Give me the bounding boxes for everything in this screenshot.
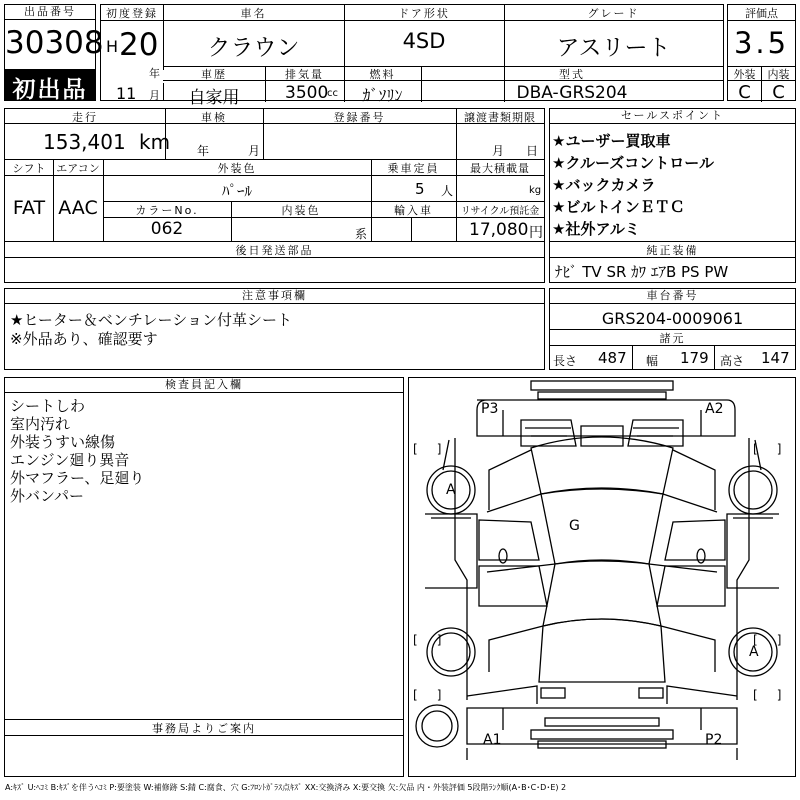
exterior-label: 外装 bbox=[733, 68, 756, 81]
color-no-value: 062 bbox=[150, 219, 184, 239]
inspector-line-3: 外装うすい線傷 bbox=[10, 433, 116, 451]
color-value: ﾊﾟｰﾙ bbox=[221, 182, 252, 200]
notes-box bbox=[4, 288, 545, 370]
transfer-label: 譲渡書類期限 bbox=[464, 111, 536, 124]
interior-color-unit: 系 bbox=[355, 227, 368, 241]
lot-label: 出品番号 bbox=[5, 5, 95, 20]
width-label: 幅 bbox=[646, 354, 659, 368]
inspector-box bbox=[4, 377, 404, 777]
vehicle-diagram bbox=[409, 378, 795, 776]
fuel-label: 燃料 bbox=[369, 68, 396, 81]
sales-point-1: ★ユーザー買取車 bbox=[552, 132, 671, 150]
displacement-unit: cc bbox=[327, 88, 338, 99]
displacement-label: 排気量 bbox=[285, 68, 324, 81]
height-label: 高さ bbox=[720, 354, 745, 368]
displacement-value: 3500 bbox=[285, 83, 329, 103]
inspection-label: 車検 bbox=[201, 111, 227, 124]
length-label: 長さ bbox=[553, 354, 578, 368]
equipment-label: 純正装備 bbox=[646, 244, 699, 257]
first-reg-month: 11 bbox=[116, 84, 137, 103]
later-parts-label: 後日発送部品 bbox=[235, 244, 314, 257]
door-type: 4SD bbox=[402, 29, 446, 53]
interior-grade: C bbox=[772, 82, 785, 103]
lot-box bbox=[4, 4, 104, 103]
import-label: 輸入車 bbox=[394, 204, 433, 217]
height-value: 147 bbox=[761, 349, 790, 367]
inspection-year-unit: 年 bbox=[197, 144, 210, 158]
notes-label: 注意事項欄 bbox=[5, 289, 544, 304]
score-value: 3.5 bbox=[733, 26, 790, 60]
capacity-label: 乗車定員 bbox=[387, 162, 440, 175]
first-reg-year: 20 bbox=[119, 27, 159, 63]
wheel-mark-left: A bbox=[446, 482, 456, 498]
notes-line-1: ★ヒーター＆ベンチレーション付革シート bbox=[10, 311, 292, 329]
first-listing-text: 初出品 bbox=[12, 77, 88, 103]
width-value: 179 bbox=[680, 349, 709, 367]
sales-point-5: ★社外アルミ bbox=[552, 220, 640, 238]
score-label: 評価点 bbox=[745, 7, 778, 20]
panel-a2: A2 bbox=[705, 401, 724, 417]
sales-point-3: ★バックカメラ bbox=[552, 176, 656, 194]
equipment-value: ﾅﾋﾞ TV SR ｶﾜ ｴｱB PS PW bbox=[555, 263, 729, 281]
bracket-mid-right: [ ] bbox=[753, 633, 782, 647]
panel-p2: P2 bbox=[705, 732, 723, 748]
dimensions-label: 諸元 bbox=[659, 332, 686, 345]
chassis-box bbox=[549, 288, 796, 370]
ac-label: エアコン bbox=[56, 162, 100, 175]
score-box bbox=[727, 4, 796, 101]
details-box bbox=[4, 108, 545, 283]
interior-label: 内装 bbox=[767, 68, 790, 81]
grade-label: グレード bbox=[587, 7, 640, 20]
month-unit: 月 bbox=[149, 89, 160, 102]
fuel-value: ｶﾞｿﾘﾝ bbox=[362, 86, 403, 105]
chassis-number: GRS204-0009061 bbox=[601, 309, 744, 328]
mileage-value: 153,401 bbox=[43, 130, 126, 154]
legend-text: A:ｷｽﾞ U:ﾍｺﾐ B:ｷｽﾞを伴うﾍｺﾐ P:要塗装 W:補修跡 S:錆 C:腐食、穴 G:ﾌﾛﾝﾄｶﾞﾗｽ点ｷｽﾞ XX:交換済み X:要交換 欠:欠品 内・外装評価 5段階ﾗﾝｸ順(A･B･C･D･E) 2 bbox=[5, 783, 567, 792]
inspector-line-2: 室内汚れ bbox=[10, 415, 71, 433]
chassis-label: 車台番号 bbox=[550, 289, 795, 304]
panel-a1: A1 bbox=[483, 732, 502, 748]
panel-p3: P3 bbox=[481, 401, 499, 417]
recycle-value: 17,080 bbox=[469, 220, 529, 240]
mileage-label: 走行 bbox=[72, 111, 98, 124]
exterior-grade: C bbox=[738, 82, 751, 103]
capacity-value: 5 bbox=[415, 180, 425, 198]
usage-value: 自家用 bbox=[188, 88, 240, 108]
sales-point-2: ★クルーズコントロール bbox=[552, 154, 714, 172]
inspector-line-4: エンジン廻り異音 bbox=[10, 451, 130, 469]
era-letter: H bbox=[106, 37, 119, 56]
model-value: DBA-GRS204 bbox=[516, 83, 628, 103]
inspection-month-unit: 月 bbox=[248, 144, 261, 158]
sales-point-4: ★ビルトインＥＴＣ bbox=[552, 198, 685, 216]
notes-line-2: ※外品あり、確認要す bbox=[10, 330, 158, 348]
bracket-mid-left: [ ] bbox=[413, 633, 442, 647]
history-label: 車歴 bbox=[201, 68, 227, 81]
lot-number: 30308 bbox=[5, 25, 104, 61]
car-name: クラウン bbox=[207, 35, 300, 61]
first-listing-badge bbox=[5, 69, 95, 103]
grade-value: アスリート bbox=[556, 35, 671, 61]
inspector-label: 検査員記入欄 bbox=[5, 378, 403, 393]
recycle-unit: 円 bbox=[529, 225, 543, 241]
inspector-line-5: 外マフラー、足廻り bbox=[10, 469, 145, 487]
door-label: ドア形状 bbox=[398, 7, 450, 20]
car-name-label: 車名 bbox=[240, 7, 267, 20]
capacity-unit: 人 bbox=[441, 184, 454, 198]
transfer-month-unit: 月 bbox=[492, 144, 505, 158]
interior-color-label: 内装色 bbox=[281, 204, 321, 217]
bracket-low-right: [ ] bbox=[753, 688, 782, 702]
bracket-top-right: [ ] bbox=[753, 442, 782, 456]
recycle-label: リサイクル預託金 bbox=[460, 206, 540, 217]
color-no-label: カラーNo. bbox=[135, 204, 199, 217]
main-header-box bbox=[100, 4, 724, 108]
mileage-unit: km bbox=[139, 130, 171, 154]
inspector-line-1: シートしわ bbox=[10, 397, 86, 415]
payload-label: 最大積載量 bbox=[470, 162, 530, 175]
color-label: 外装色 bbox=[217, 162, 257, 175]
sales-points-label: セールスポイント bbox=[550, 109, 795, 124]
model-label: 型式 bbox=[559, 68, 585, 81]
first-reg-label: 初度登録 bbox=[106, 7, 158, 20]
shift-label: シフト bbox=[12, 162, 46, 175]
transfer-day-unit: 日 bbox=[526, 144, 539, 158]
reg-number-label: 登録番号 bbox=[333, 111, 386, 124]
length-value: 487 bbox=[598, 349, 627, 367]
inspector-line-6: 外バンパー bbox=[10, 487, 84, 505]
office-label: 事務局よりご案内 bbox=[152, 722, 256, 735]
bracket-low-left: [ ] bbox=[413, 688, 442, 702]
wheel-mark-right: A bbox=[749, 644, 759, 660]
vehicle-diagram-box bbox=[408, 377, 796, 777]
bracket-top-left: [ ] bbox=[413, 442, 442, 456]
ac-value: AAC bbox=[58, 197, 98, 219]
year-unit: 年 bbox=[149, 67, 160, 80]
roof-mark-g: G bbox=[569, 518, 580, 534]
payload-unit: kg bbox=[529, 185, 542, 196]
shift-value: FAT bbox=[12, 197, 46, 219]
